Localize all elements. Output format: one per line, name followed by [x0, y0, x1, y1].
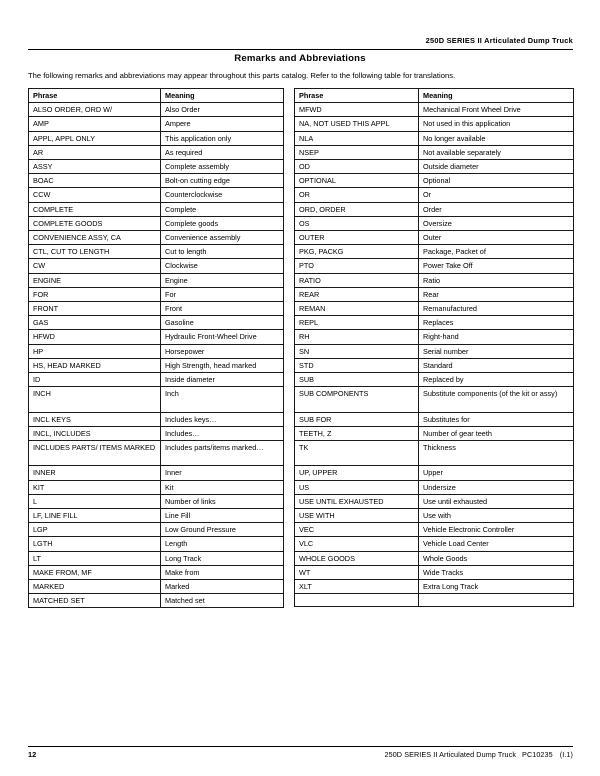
cell-phrase: USE WITH: [295, 509, 419, 523]
cell-meaning: Bolt-on cutting edge: [161, 174, 284, 188]
cell-phrase: LGTH: [29, 537, 161, 551]
table-row: [295, 273, 574, 287]
table-row: [29, 494, 284, 508]
cell-phrase: INCL KEYS: [29, 412, 161, 426]
cell-phrase: REMAN: [295, 302, 419, 316]
cell-meaning: Number of gear teeth: [419, 426, 574, 440]
table-row: [295, 373, 574, 387]
table-row: [295, 202, 574, 216]
cell-meaning: Power Take Off: [419, 259, 574, 273]
cell-phrase: ENGINE: [29, 273, 161, 287]
cell-phrase: GAS: [29, 316, 161, 330]
cell-meaning: Package, Packet of: [419, 245, 574, 259]
cell-phrase: OR: [295, 188, 419, 202]
cell-meaning: Number of links: [161, 494, 284, 508]
cell-meaning: Replaced by: [419, 373, 574, 387]
table-row: [29, 480, 284, 494]
table-row: [29, 523, 284, 537]
table-row: [295, 412, 574, 426]
table-row: [295, 174, 574, 188]
cell-meaning: Inch: [161, 387, 284, 412]
table-row: [295, 551, 574, 565]
right-table-wrapper: [294, 88, 573, 608]
cell-phrase: TEETH, Z: [295, 426, 419, 440]
cell-meaning: Ampere: [161, 117, 284, 131]
cell-phrase: MATCHED SET: [29, 594, 161, 608]
cell-meaning: Includes…: [161, 426, 284, 440]
table-row: [29, 594, 284, 608]
cell-phrase: ID: [29, 373, 161, 387]
abbreviations-tables: [28, 88, 573, 608]
cell-meaning: Not used in this application: [419, 117, 574, 131]
table-row: [295, 287, 574, 301]
cell-meaning: Inside diameter: [161, 373, 284, 387]
table-row: [295, 302, 574, 316]
table-row: [295, 441, 574, 466]
cell-phrase: LGP: [29, 523, 161, 537]
cell-meaning: Horsepower: [161, 344, 284, 358]
cell-phrase: LT: [29, 551, 161, 565]
cell-meaning: Standard: [419, 358, 574, 372]
cell-meaning: Complete goods: [161, 216, 284, 230]
cell-meaning: Long Track: [161, 551, 284, 565]
cell-meaning: Low Ground Pressure: [161, 523, 284, 537]
footer-catalog-number: PC10235: [522, 750, 553, 759]
table-row: [29, 509, 284, 523]
table-row: [295, 344, 574, 358]
cell-phrase: RATIO: [295, 273, 419, 287]
cell-meaning: Ratio: [419, 273, 574, 287]
cell-phrase: HFWD: [29, 330, 161, 344]
cell-phrase: VEC: [295, 523, 419, 537]
cell-phrase: STD: [295, 358, 419, 372]
table-row: [29, 537, 284, 551]
cell-meaning: Length: [161, 537, 284, 551]
cell-meaning: Includes parts/items marked…: [161, 441, 284, 466]
cell-phrase: NSEP: [295, 145, 419, 159]
table-row: [295, 537, 574, 551]
table-row: [29, 231, 284, 245]
page-number: 12: [28, 750, 37, 759]
table-row: [295, 494, 574, 508]
table-row: [295, 188, 574, 202]
table-row: [295, 160, 574, 174]
cell-meaning: Engine: [161, 273, 284, 287]
table-row: [29, 580, 284, 594]
cell-phrase: MAKE FROM, MF: [29, 565, 161, 579]
table-row: [29, 302, 284, 316]
cell-meaning: Make from: [161, 565, 284, 579]
footer-info: [28, 750, 573, 759]
cell-phrase: REAR: [295, 287, 419, 301]
cell-meaning: Outer: [419, 231, 574, 245]
cell-meaning: Clockwise: [161, 259, 284, 273]
table-row: [29, 412, 284, 426]
table-row: [29, 259, 284, 273]
cell-phrase: PTO: [295, 259, 419, 273]
cell-phrase: INCH: [29, 387, 161, 412]
cell-meaning: This application only: [161, 131, 284, 145]
cell-meaning: Order: [419, 202, 574, 216]
table-row: [29, 103, 284, 117]
table-row: [29, 330, 284, 344]
cell-meaning: Substitute components (of the kit or assy): [419, 387, 574, 412]
cell-phrase: TK: [295, 441, 419, 466]
abbreviations-table-left: [28, 88, 284, 608]
table-row: [29, 160, 284, 174]
header-divider: [28, 49, 573, 50]
table-row: [295, 316, 574, 330]
cell-phrase: INNER: [29, 466, 161, 480]
cell-meaning: Complete assembly: [161, 160, 284, 174]
table-row: [29, 316, 284, 330]
table-row: [295, 523, 574, 537]
table-row: [295, 466, 574, 480]
cell-phrase: PKG, PACKG: [295, 245, 419, 259]
cell-phrase: OD: [295, 160, 419, 174]
table-row: [29, 287, 284, 301]
cell-meaning: Not available separately: [419, 145, 574, 159]
cell-meaning: Gasoline: [161, 316, 284, 330]
cell-meaning: Serial number: [419, 344, 574, 358]
cell-phrase: FRONT: [29, 302, 161, 316]
cell-phrase: BOAC: [29, 174, 161, 188]
cell-meaning: [419, 594, 574, 607]
cell-phrase: ASSY: [29, 160, 161, 174]
cell-phrase: OS: [295, 216, 419, 230]
cell-phrase: INCLUDES PARTS/ ITEMS MARKED: [29, 441, 161, 466]
cell-meaning: Use with: [419, 509, 574, 523]
intro-paragraph: The following remarks and abbreviations may appear throughout this parts catalog. Refer to the following table for translations.: [28, 71, 456, 80]
table-row: [29, 466, 284, 480]
footer-revision: (I.1): [559, 750, 573, 759]
cell-phrase: FOR: [29, 287, 161, 301]
cell-meaning: Vehicle Load Center: [419, 537, 574, 551]
cell-phrase: SUB COMPONENTS: [295, 387, 419, 412]
cell-phrase: SUB: [295, 373, 419, 387]
table-row: [295, 509, 574, 523]
cell-phrase: HP: [29, 344, 161, 358]
footer-divider: [28, 746, 573, 747]
cell-phrase: US: [295, 480, 419, 494]
cell-meaning: Rear: [419, 287, 574, 301]
table-row: [295, 103, 574, 117]
page-header-model: 250D SERIES II Articulated Dump Truck: [425, 36, 573, 45]
cell-meaning: Inner: [161, 466, 284, 480]
cell-phrase: NLA: [295, 131, 419, 145]
column-header-meaning: Meaning: [419, 89, 574, 103]
table-row: [29, 216, 284, 230]
cell-meaning: Use until exhausted: [419, 494, 574, 508]
footer-model: 250D SERIES II Articulated Dump Truck: [384, 750, 517, 759]
table-row: [29, 373, 284, 387]
table-row: [295, 330, 574, 344]
abbreviations-table-right: [294, 88, 574, 607]
cell-meaning: Vehicle Electronic Controller: [419, 523, 574, 537]
cell-phrase: OPTIONAL: [295, 174, 419, 188]
table-row: [29, 131, 284, 145]
cell-phrase: COMPLETE: [29, 202, 161, 216]
cell-phrase: APPL, APPL ONLY: [29, 131, 161, 145]
cell-meaning: Matched set: [161, 594, 284, 608]
column-header-meaning: Meaning: [161, 89, 284, 103]
table-row: [295, 580, 574, 594]
cell-phrase: INCL, INCLUDES: [29, 426, 161, 440]
table-row: [295, 216, 574, 230]
cell-phrase: RH: [295, 330, 419, 344]
cell-meaning: Oversize: [419, 216, 574, 230]
cell-phrase: KIT: [29, 480, 161, 494]
cell-phrase: CTL, CUT TO LENGTH: [29, 245, 161, 259]
cell-phrase: MARKED: [29, 580, 161, 594]
page-title: Remarks and Abbreviations: [234, 53, 366, 64]
cell-meaning: High Strength, head marked: [161, 358, 284, 372]
table-row: [29, 117, 284, 131]
table-row: [295, 231, 574, 245]
cell-phrase: OUTER: [295, 231, 419, 245]
cell-phrase: REPL: [295, 316, 419, 330]
cell-phrase: AMP: [29, 117, 161, 131]
table-row: [29, 565, 284, 579]
cell-meaning: As required: [161, 145, 284, 159]
table-row: [29, 441, 284, 466]
table-row: [29, 188, 284, 202]
cell-meaning: Front: [161, 302, 284, 316]
cell-meaning: Cut to length: [161, 245, 284, 259]
cell-meaning: For: [161, 287, 284, 301]
table-row: [29, 358, 284, 372]
table-row: [295, 145, 574, 159]
cell-meaning: Wide Tracks: [419, 565, 574, 579]
cell-phrase: HS, HEAD MARKED: [29, 358, 161, 372]
cell-phrase: LF, LINE FILL: [29, 509, 161, 523]
table-row: [295, 594, 574, 607]
cell-meaning: Undersize: [419, 480, 574, 494]
cell-meaning: Upper: [419, 466, 574, 480]
column-header-phrase: Phrase: [295, 89, 419, 103]
cell-meaning: Includes keys…: [161, 412, 284, 426]
cell-meaning: Counterclockwise: [161, 188, 284, 202]
table-header-row: [295, 89, 574, 103]
cell-phrase: L: [29, 494, 161, 508]
cell-meaning: Marked: [161, 580, 284, 594]
cell-meaning: Kit: [161, 480, 284, 494]
cell-phrase: WHOLE GOODS: [295, 551, 419, 565]
table-row: [295, 117, 574, 131]
cell-phrase: [295, 594, 419, 607]
table-row: [295, 387, 574, 412]
cell-meaning: Outside diameter: [419, 160, 574, 174]
cell-meaning: Convenience assembly: [161, 231, 284, 245]
cell-phrase: COMPLETE GOODS: [29, 216, 161, 230]
cell-phrase: CCW: [29, 188, 161, 202]
table-header-row: [29, 89, 284, 103]
cell-phrase: SUB FOR: [295, 412, 419, 426]
cell-meaning: Extra Long Track: [419, 580, 574, 594]
table-row: [29, 426, 284, 440]
table-row: [29, 273, 284, 287]
cell-meaning: Optional: [419, 174, 574, 188]
cell-meaning: Complete: [161, 202, 284, 216]
table-row: [295, 480, 574, 494]
cell-meaning: Mechanical Front Wheel Drive: [419, 103, 574, 117]
table-row: [295, 131, 574, 145]
cell-phrase: ALSO ORDER, ORD W/: [29, 103, 161, 117]
cell-phrase: MFWD: [295, 103, 419, 117]
cell-phrase: CONVENIENCE ASSY, CA: [29, 231, 161, 245]
table-row: [29, 551, 284, 565]
cell-meaning: Substitutes for: [419, 412, 574, 426]
cell-meaning: Or: [419, 188, 574, 202]
cell-phrase: ORD, ORDER: [295, 202, 419, 216]
table-row: [295, 245, 574, 259]
cell-meaning: Whole Goods: [419, 551, 574, 565]
table-row: [295, 358, 574, 372]
table-row: [295, 565, 574, 579]
table-row: [29, 344, 284, 358]
cell-phrase: NA, NOT USED THIS APPL: [295, 117, 419, 131]
cell-meaning: Replaces: [419, 316, 574, 330]
cell-meaning: Also Order: [161, 103, 284, 117]
cell-phrase: XLT: [295, 580, 419, 594]
cell-phrase: CW: [29, 259, 161, 273]
cell-meaning: Thickness: [419, 441, 574, 466]
left-table-wrapper: [28, 88, 283, 608]
cell-meaning: Remanufactured: [419, 302, 574, 316]
cell-meaning: Hydraulic Front-Wheel Drive: [161, 330, 284, 344]
table-row: [29, 387, 284, 412]
cell-phrase: WT: [295, 565, 419, 579]
table-row: [29, 174, 284, 188]
table-row: [295, 426, 574, 440]
cell-meaning: Line Fill: [161, 509, 284, 523]
cell-phrase: UP, UPPER: [295, 466, 419, 480]
table-row: [29, 145, 284, 159]
cell-phrase: AR: [29, 145, 161, 159]
table-row: [29, 202, 284, 216]
cell-meaning: Right-hand: [419, 330, 574, 344]
table-row: [29, 245, 284, 259]
cell-meaning: No longer available: [419, 131, 574, 145]
column-header-phrase: Phrase: [29, 89, 161, 103]
table-row: [295, 259, 574, 273]
cell-phrase: SN: [295, 344, 419, 358]
cell-phrase: USE UNTIL EXHAUSTED: [295, 494, 419, 508]
cell-phrase: VLC: [295, 537, 419, 551]
